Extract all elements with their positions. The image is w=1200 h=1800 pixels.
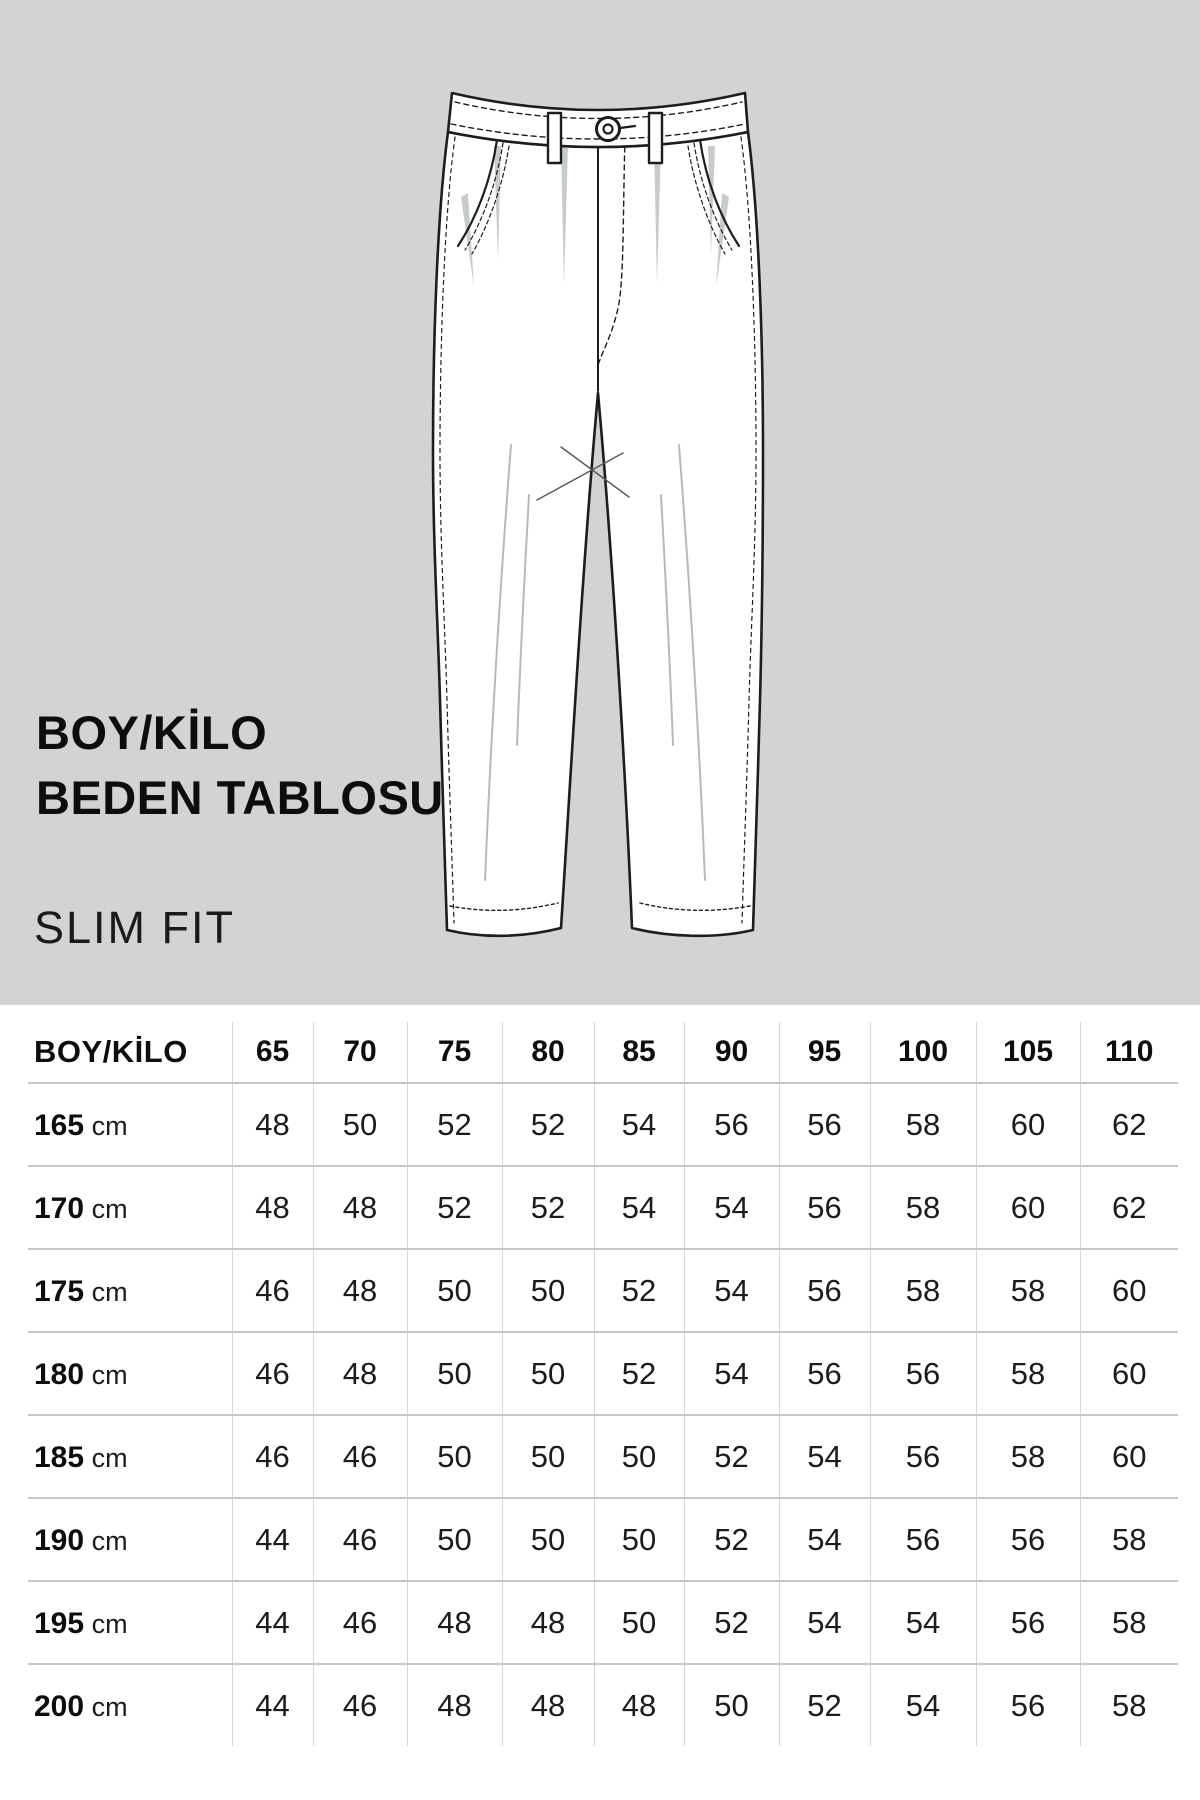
size-value-cell: 50 — [407, 1249, 502, 1332]
page-title-line2: BEDEN TABLOSU — [36, 771, 444, 824]
corner-header: BOY/KİLO — [34, 1034, 188, 1069]
size-value-cell: 56 — [976, 1581, 1080, 1664]
table-row — [28, 1166, 1178, 1249]
size-value-cell: 56 — [976, 1498, 1080, 1581]
weight-column-header: 65 — [232, 1022, 313, 1083]
size-value-cell: 50 — [502, 1332, 594, 1415]
size-value-cell: 58 — [1080, 1664, 1178, 1746]
size-value-cell: 50 — [502, 1415, 594, 1498]
size-value-cell: 56 — [684, 1083, 779, 1166]
size-value-cell: 52 — [594, 1332, 684, 1415]
size-value-cell: 58 — [870, 1249, 976, 1332]
size-value-cell: 60 — [1080, 1249, 1178, 1332]
size-value-cell: 44 — [232, 1581, 313, 1664]
weight-column-header: 85 — [594, 1022, 684, 1083]
table-header-row — [28, 1022, 1178, 1083]
row-height-label: 180 cm — [28, 1332, 232, 1415]
table-row — [28, 1581, 1178, 1664]
size-value-cell: 50 — [502, 1498, 594, 1581]
size-value-cell: 52 — [779, 1664, 870, 1746]
size-value-cell: 58 — [870, 1083, 976, 1166]
weight-column-header: 100 — [870, 1022, 976, 1083]
size-value-cell: 60 — [1080, 1332, 1178, 1415]
table-row — [28, 1664, 1178, 1746]
size-value-cell: 52 — [594, 1249, 684, 1332]
row-height-label: 190 cm — [28, 1498, 232, 1581]
weight-column-header: 95 — [779, 1022, 870, 1083]
row-height-label: 170 cm — [28, 1166, 232, 1249]
size-value-cell: 48 — [407, 1581, 502, 1664]
size-value-cell: 56 — [779, 1249, 870, 1332]
size-value-cell: 62 — [1080, 1166, 1178, 1249]
size-value-cell: 56 — [870, 1415, 976, 1498]
size-value-cell: 48 — [313, 1332, 407, 1415]
pants-illustration — [425, 45, 765, 945]
size-value-cell: 54 — [870, 1581, 976, 1664]
size-value-cell: 50 — [594, 1498, 684, 1581]
size-value-cell: 56 — [870, 1332, 976, 1415]
size-value-cell: 54 — [594, 1166, 684, 1249]
size-value-cell: 50 — [502, 1249, 594, 1332]
table-row — [28, 1415, 1178, 1498]
size-value-cell: 46 — [313, 1415, 407, 1498]
size-value-cell: 54 — [779, 1498, 870, 1581]
size-value-cell: 48 — [232, 1166, 313, 1249]
size-value-cell: 56 — [976, 1664, 1080, 1746]
size-value-cell: 52 — [407, 1166, 502, 1249]
size-value-cell: 56 — [779, 1166, 870, 1249]
size-value-cell: 50 — [407, 1415, 502, 1498]
size-table-body — [28, 1083, 1178, 1746]
size-value-cell: 46 — [313, 1664, 407, 1746]
size-value-cell: 54 — [594, 1083, 684, 1166]
size-value-cell: 58 — [976, 1415, 1080, 1498]
table-row — [28, 1498, 1178, 1581]
row-height-label: 195 cm — [28, 1581, 232, 1664]
size-value-cell: 52 — [502, 1083, 594, 1166]
page-title — [36, 700, 444, 830]
table-row — [28, 1249, 1178, 1332]
size-value-cell: 56 — [779, 1083, 870, 1166]
size-value-cell: 48 — [313, 1249, 407, 1332]
row-height-label: 185 cm — [28, 1415, 232, 1498]
size-value-cell: 58 — [870, 1166, 976, 1249]
size-value-cell: 56 — [870, 1498, 976, 1581]
size-table — [28, 1022, 1178, 1746]
row-height-label: 175 cm — [28, 1249, 232, 1332]
fit-type-label: SLIM FIT — [34, 902, 236, 953]
weight-column-header: 75 — [407, 1022, 502, 1083]
size-value-cell: 54 — [684, 1166, 779, 1249]
size-value-cell: 52 — [684, 1581, 779, 1664]
size-value-cell: 50 — [313, 1083, 407, 1166]
size-value-cell: 46 — [313, 1581, 407, 1664]
size-value-cell: 58 — [976, 1332, 1080, 1415]
size-value-cell: 60 — [976, 1166, 1080, 1249]
size-value-cell: 54 — [684, 1332, 779, 1415]
table-row — [28, 1083, 1178, 1166]
size-value-cell: 48 — [313, 1166, 407, 1249]
size-value-cell: 60 — [1080, 1415, 1178, 1498]
size-value-cell: 46 — [232, 1332, 313, 1415]
weight-column-header: 80 — [502, 1022, 594, 1083]
size-value-cell: 46 — [313, 1498, 407, 1581]
weight-column-header: 110 — [1080, 1022, 1178, 1083]
size-value-cell: 58 — [1080, 1581, 1178, 1664]
weight-column-header: 105 — [976, 1022, 1080, 1083]
size-value-cell: 46 — [232, 1415, 313, 1498]
page-title-line1: BOY/KİLO — [36, 706, 268, 759]
weight-column-header: 70 — [313, 1022, 407, 1083]
row-height-label: 165 cm — [28, 1083, 232, 1166]
size-value-cell: 50 — [594, 1415, 684, 1498]
size-value-cell: 60 — [976, 1083, 1080, 1166]
size-value-cell: 44 — [232, 1498, 313, 1581]
size-value-cell: 50 — [407, 1332, 502, 1415]
size-value-cell: 58 — [976, 1249, 1080, 1332]
row-height-label: 200 cm — [28, 1664, 232, 1746]
size-value-cell: 62 — [1080, 1083, 1178, 1166]
size-value-cell: 50 — [594, 1581, 684, 1664]
size-value-cell: 54 — [779, 1415, 870, 1498]
size-value-cell: 52 — [684, 1415, 779, 1498]
size-value-cell: 54 — [870, 1664, 976, 1746]
size-value-cell: 54 — [779, 1581, 870, 1664]
size-value-cell: 48 — [502, 1664, 594, 1746]
size-value-cell: 46 — [232, 1249, 313, 1332]
size-value-cell: 48 — [407, 1664, 502, 1746]
size-value-cell: 52 — [407, 1083, 502, 1166]
size-value-cell: 48 — [502, 1581, 594, 1664]
size-value-cell: 54 — [684, 1249, 779, 1332]
size-value-cell: 58 — [1080, 1498, 1178, 1581]
size-value-cell: 50 — [407, 1498, 502, 1581]
size-value-cell: 52 — [502, 1166, 594, 1249]
size-value-cell: 52 — [684, 1498, 779, 1581]
size-value-cell: 50 — [684, 1664, 779, 1746]
size-value-cell: 56 — [779, 1332, 870, 1415]
size-value-cell: 48 — [594, 1664, 684, 1746]
size-value-cell: 48 — [232, 1083, 313, 1166]
size-value-cell: 44 — [232, 1664, 313, 1746]
table-row — [28, 1332, 1178, 1415]
weight-column-header: 90 — [684, 1022, 779, 1083]
